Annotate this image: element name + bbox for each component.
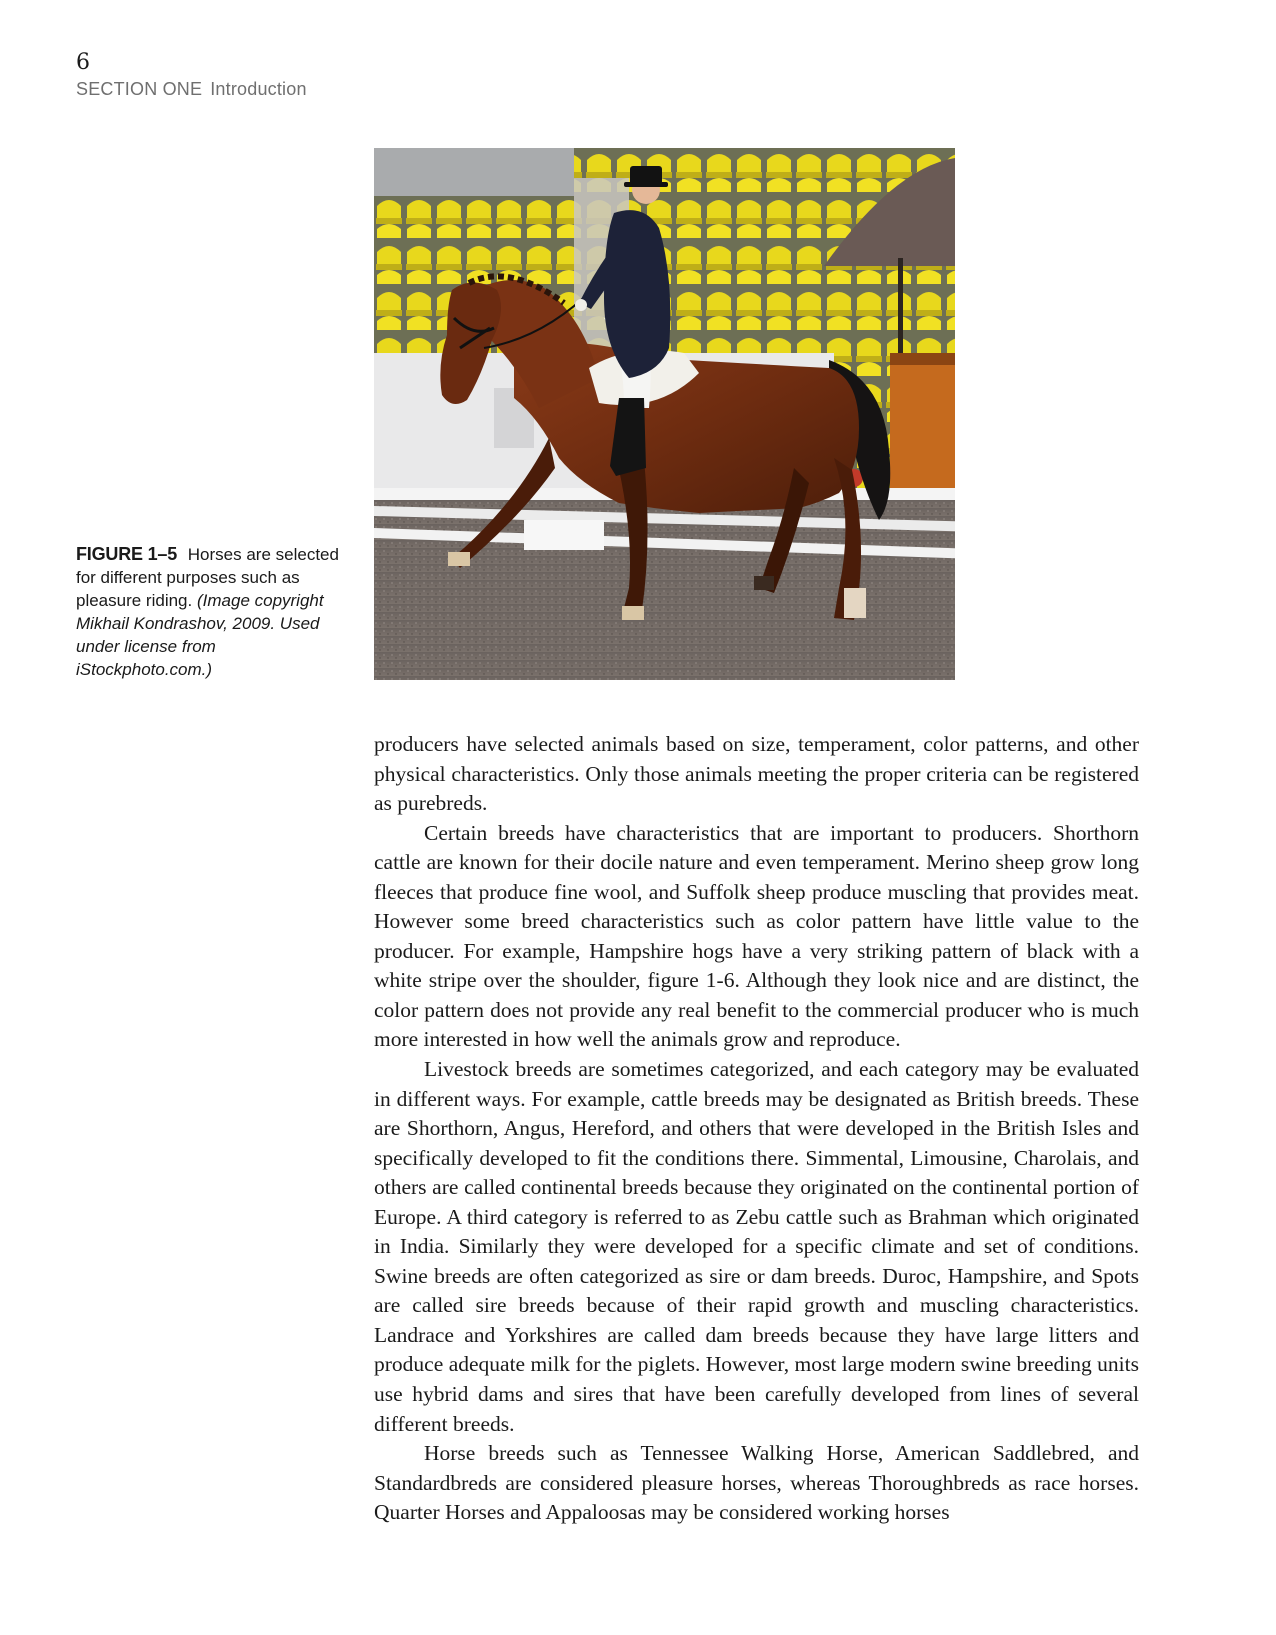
section-name: Introduction <box>210 79 307 99</box>
section-label: SECTION ONE <box>76 79 203 99</box>
figure-label: FIGURE 1–5 <box>76 544 178 564</box>
body-paragraph: Livestock breeds are sometimes categorized, and each category may be evaluated in different ways. For example, cattle breeds may be designated as British breeds. These are Shorthorn, Angus, Hereford, and others that were developed in the British Isles and specifically developed to fit the conditions there. Simmental, Limousine, Charolais, and others are called continental breeds because they originated on the continental portion of Europe. A third category is referred to as Zebu cattle such as Brahman which originated in India. Similarly they were developed for a specific climate and set of conditions. Swine breeds are often categorized as sire or dam breeds. Duroc, Hampshire, and Spots are called sire breeds because of their rapid growth and muscling characteristics. Landrace and Yorkshires are called dam breeds because they have large litters and produce adequate milk for the piglets. However, most large modern swine breeding units use hybrid dams and sires that have been carefully developed from lines of several different breeds. <box>374 1057 1139 1436</box>
body-paragraph: Certain breeds have characteristics that are important to producers. Shorthorn cattle are known for their docile nature and even temperament. Merino sheep grow long fleeces that produce fine wool, and Suffolk sheep produce muscling that provides meat. However some breed characteristics such as color pattern have little value to the producer. For example, Hampshire hogs have a very striking pattern of black with a white stripe over the shoulder, figure 1-6. Although they look nice and are distinct, the color pattern does not provide any real benefit to the commercial producer who is much more interested in how well the animals grow and reproduce. <box>374 820 1139 1052</box>
figure-caption <box>76 543 346 681</box>
body-paragraph: Horse breeds such as Tennessee Walking Horse, American Saddlebred, and Standardbreds are considered pleasure horses, whereas Thoroughbreds as race horses. Quarter Horses and Appaloosas may be considered working horses <box>374 1441 1139 1525</box>
body-text <box>374 730 1139 1528</box>
figure-caption-text: Horses are selected for different purposes such as pleasure riding. <box>76 545 339 610</box>
horse-dressage-photo <box>374 148 955 680</box>
figure-credit: (Image copyright Mikhail Kondrashov, 2009. Used under license from iStockphoto.com.) <box>76 591 324 679</box>
page-number: 6 <box>76 50 90 75</box>
running-header <box>76 50 307 100</box>
body-paragraph: producers have selected animals based on size, temperament, color patterns, and other physical characteristics. Only those animals meeting the proper criteria can be registered as purebreds. <box>374 732 1139 816</box>
section-heading <box>76 78 307 100</box>
